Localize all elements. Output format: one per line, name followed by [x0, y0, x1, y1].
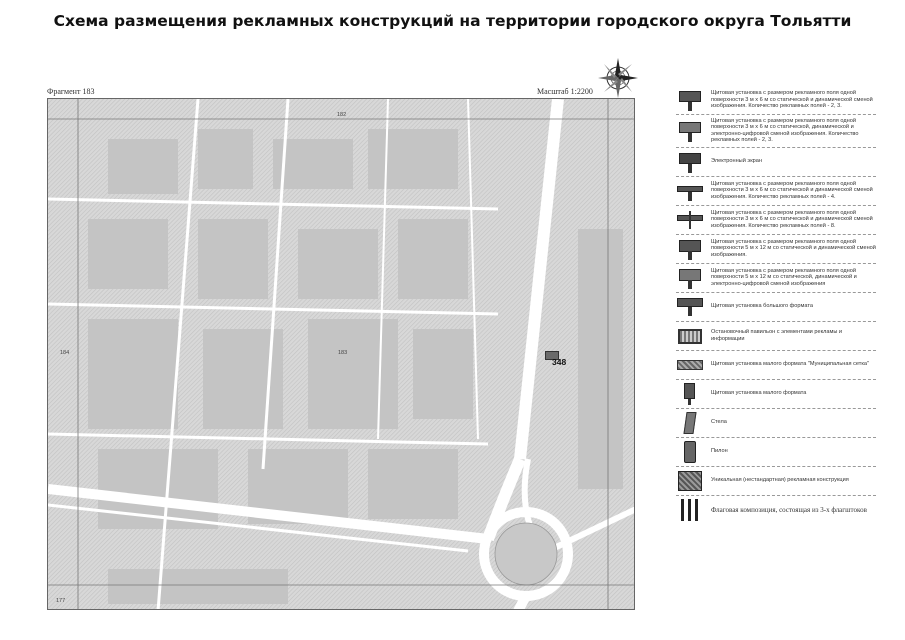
small-format-grid-icon — [676, 354, 704, 376]
legend-item — [676, 467, 876, 496]
legend-text: Щитовая установка с размером рекламного поля одной поверхности 5 м х 12 м со статической, динамической и электронно-цифровой сменой изображения — [711, 268, 857, 287]
legend-text: Стела — [711, 419, 727, 426]
page-title: Схема размещения рекламных конструкций на территории городского округа Тольятти — [53, 12, 852, 30]
billboard-icon — [676, 89, 704, 111]
fragment-label: Фрагмент 183 — [47, 87, 95, 96]
big-format-icon — [676, 296, 704, 318]
legend-text: Щитовая установка большого формата — [711, 303, 813, 310]
unique-construction-icon — [676, 470, 704, 492]
legend-item — [676, 235, 876, 264]
legend-text: Щитовая установка с размером рекламного поля одной поверхности 3 м х 6 м со статической, динамической и электронно-цифровой сменой изображения. Количество рекламных полей - 2, 3. — [711, 118, 859, 144]
legend-text: Щитовая установка с размером рекламного поля одной поверхности 3 м х 6 м со статической и динамической сменой изображения. Количество рекламных полей - 2, 3. — [711, 90, 873, 110]
legend-item — [676, 206, 876, 235]
legend-item — [676, 86, 876, 115]
legend-item — [676, 148, 876, 177]
legend-item — [676, 438, 876, 467]
legend-text: Щитовая установка с размером рекламного поля одной поверхности 3 м х 6 м со статической и динамической сменой изображения. Количество рекламных полей - 4. — [711, 181, 873, 200]
legend-text: Флаговая композиция, состоящая из 3-х флагштоков — [711, 505, 867, 514]
legend-item — [676, 409, 876, 438]
flag-composition-icon — [676, 499, 704, 521]
edge-number-bottom-left: 177 — [56, 598, 66, 604]
legend-item — [676, 177, 876, 206]
legend-item — [676, 264, 876, 293]
stela-icon — [676, 412, 704, 434]
electronic-screen-icon — [676, 151, 704, 173]
legend-item — [676, 115, 876, 148]
edge-number-center: 183 — [338, 350, 348, 356]
legend-text: Уникальная (нестандартная) рекламная конструкция — [711, 477, 849, 484]
billboard-eight-sided-icon — [676, 209, 704, 231]
legend-text: Щитовая установка малого формата "Муниципальная сетка" — [711, 361, 870, 368]
legend-item — [676, 380, 876, 409]
compass-rose-icon — [598, 58, 638, 98]
pavilion-icon — [676, 325, 704, 347]
legend-item — [676, 351, 876, 380]
scale-label: Масштаб 1:2200 — [537, 87, 593, 96]
billboard-large-digital-icon — [676, 267, 704, 289]
legend-panel — [676, 86, 876, 524]
edge-number-top: 182 — [337, 112, 347, 118]
billboard-digital-icon — [676, 120, 704, 142]
legend-item — [676, 293, 876, 322]
legend-text: Щитовая установка малого формата — [711, 390, 807, 397]
legend-text: Щитовая установка с размером рекламного поля одной поверхности 5 м х 12 м со статической и динамической сменой изображения. — [711, 239, 876, 258]
legend-item — [676, 496, 876, 524]
ad-construction-number[interactable]: 348 — [552, 357, 567, 367]
legend-text: Пилон — [711, 448, 728, 455]
legend-text: Электронный экран — [711, 158, 762, 165]
legend-text: Остановочный павильон с элементами рекламы и информации — [711, 329, 843, 342]
small-format-icon — [676, 383, 704, 405]
legend-item — [676, 322, 876, 351]
billboard-large-icon — [676, 238, 704, 260]
legend-text: Щитовая установка с размером рекламного поля одной поверхности 3 м х 6 м со статической и динамической сменой изображения. Количество рекламных полей - 8. — [711, 210, 873, 229]
billboard-four-sided-icon — [676, 180, 704, 202]
pylon-icon — [676, 441, 704, 463]
edge-number-left: 184 — [60, 350, 70, 356]
